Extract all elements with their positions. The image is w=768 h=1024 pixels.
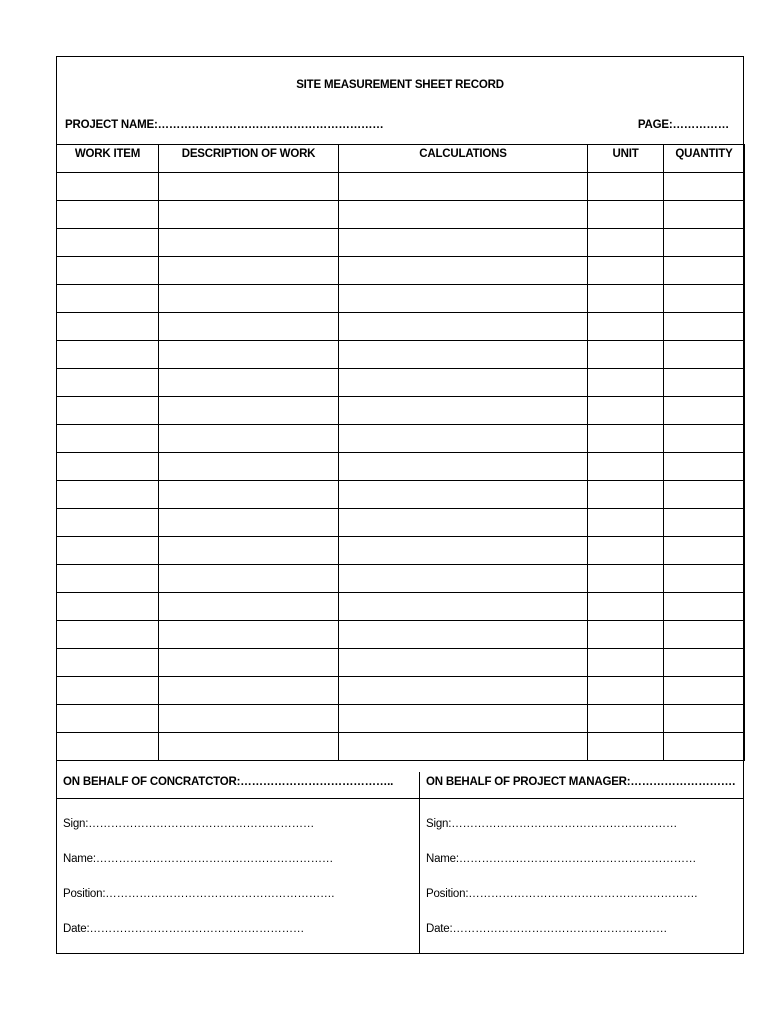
- table-cell[interactable]: [339, 341, 588, 369]
- table-row: [57, 621, 745, 649]
- table-cell[interactable]: [159, 565, 339, 593]
- project-manager-position-field: Position:…………………………………………………….: [426, 888, 698, 900]
- table-cell[interactable]: [57, 313, 159, 341]
- table-cell[interactable]: [664, 621, 745, 649]
- table-cell[interactable]: [588, 677, 664, 705]
- project-manager-signature-block: [420, 772, 743, 953]
- project-manager-heading: ON BEHALF OF PROJECT MANAGER:……………………….: [420, 772, 743, 799]
- table-row: [57, 705, 745, 733]
- table-header-row: [57, 145, 745, 173]
- table-cell[interactable]: [57, 285, 159, 313]
- table-cell[interactable]: [339, 733, 588, 761]
- table-cell[interactable]: [664, 285, 745, 313]
- table-cell[interactable]: [339, 285, 588, 313]
- table-cell[interactable]: [339, 593, 588, 621]
- table-cell[interactable]: [588, 593, 664, 621]
- table-cell[interactable]: [339, 705, 588, 733]
- table-cell[interactable]: [664, 173, 745, 201]
- table-cell[interactable]: [588, 537, 664, 565]
- table-cell[interactable]: [159, 369, 339, 397]
- table-cell[interactable]: [57, 621, 159, 649]
- table-cell[interactable]: [339, 173, 588, 201]
- column-header-quantity: QUANTITY: [664, 145, 745, 173]
- contractor-signature-block: [57, 772, 420, 953]
- project-manager-sign-field: Sign:……………………………………………………: [426, 818, 678, 830]
- table-row: [57, 677, 745, 705]
- table-cell[interactable]: [57, 257, 159, 285]
- table-cell[interactable]: [664, 565, 745, 593]
- contractor-name-field: Name:………………………………………………………: [63, 853, 334, 865]
- table-cell[interactable]: [57, 173, 159, 201]
- signature-section: [57, 772, 743, 953]
- table-cell[interactable]: [339, 677, 588, 705]
- table-cell[interactable]: [588, 313, 664, 341]
- table-cell[interactable]: [339, 257, 588, 285]
- table-cell[interactable]: [57, 649, 159, 677]
- table-cell[interactable]: [159, 621, 339, 649]
- table-cell[interactable]: [588, 509, 664, 537]
- table-cell[interactable]: [588, 481, 664, 509]
- table-cell[interactable]: [664, 425, 745, 453]
- table-cell[interactable]: [664, 397, 745, 425]
- table-cell[interactable]: [57, 565, 159, 593]
- table-cell[interactable]: [588, 341, 664, 369]
- table-cell[interactable]: [57, 733, 159, 761]
- table-cell[interactable]: [588, 425, 664, 453]
- table-cell[interactable]: [57, 425, 159, 453]
- table-cell[interactable]: [588, 173, 664, 201]
- table-cell[interactable]: [159, 537, 339, 565]
- table-cell[interactable]: [588, 201, 664, 229]
- table-row: [57, 733, 745, 761]
- table-cell[interactable]: [159, 285, 339, 313]
- table-row: [57, 397, 745, 425]
- table-cell[interactable]: [588, 369, 664, 397]
- table-row: [57, 565, 745, 593]
- table-cell[interactable]: [159, 425, 339, 453]
- table-cell[interactable]: [159, 173, 339, 201]
- table-cell[interactable]: [159, 677, 339, 705]
- table-row: [57, 229, 745, 257]
- table-row: [57, 481, 745, 509]
- table-cell[interactable]: [159, 257, 339, 285]
- column-header-description: DESCRIPTION OF WORK: [159, 145, 339, 173]
- table-row: [57, 509, 745, 537]
- project-name-field: PROJECT NAME:……………………………………………………: [65, 119, 384, 131]
- table-cell[interactable]: [588, 285, 664, 313]
- table-cell[interactable]: [57, 453, 159, 481]
- table-cell[interactable]: [664, 313, 745, 341]
- column-header-work-item: WORK ITEM: [57, 145, 159, 173]
- table-cell[interactable]: [664, 705, 745, 733]
- table-cell[interactable]: [588, 565, 664, 593]
- table-cell[interactable]: [159, 229, 339, 257]
- table-cell[interactable]: [57, 481, 159, 509]
- project-manager-name-field: Name:………………………………………………………: [426, 853, 697, 865]
- table-cell[interactable]: [664, 369, 745, 397]
- table-cell[interactable]: [588, 733, 664, 761]
- table-cell[interactable]: [159, 397, 339, 425]
- table-cell[interactable]: [588, 453, 664, 481]
- table-cell[interactable]: [339, 537, 588, 565]
- table-cell[interactable]: [159, 201, 339, 229]
- table-cell[interactable]: [339, 565, 588, 593]
- table-cell[interactable]: [57, 677, 159, 705]
- table-cell[interactable]: [159, 453, 339, 481]
- table-cell[interactable]: [664, 341, 745, 369]
- table-row: [57, 285, 745, 313]
- table-cell[interactable]: [664, 649, 745, 677]
- table-cell[interactable]: [339, 425, 588, 453]
- table-cell[interactable]: [159, 733, 339, 761]
- table-cell[interactable]: [57, 369, 159, 397]
- table-row: [57, 649, 745, 677]
- table-row: [57, 257, 745, 285]
- measurement-sheet: [56, 56, 744, 954]
- table-cell[interactable]: [664, 257, 745, 285]
- table-cell[interactable]: [57, 397, 159, 425]
- table-cell[interactable]: [57, 341, 159, 369]
- column-header-unit: UNIT: [588, 145, 664, 173]
- table-row: [57, 313, 745, 341]
- table-row: [57, 173, 745, 201]
- table-cell[interactable]: [664, 537, 745, 565]
- table-cell[interactable]: [159, 649, 339, 677]
- table-cell[interactable]: [339, 621, 588, 649]
- table-cell[interactable]: [664, 733, 745, 761]
- table-cell[interactable]: [339, 397, 588, 425]
- column-header-calculations: CALCULATIONS: [339, 145, 588, 173]
- table-cell[interactable]: [57, 229, 159, 257]
- table-row: [57, 341, 745, 369]
- table-cell[interactable]: [159, 509, 339, 537]
- table-cell[interactable]: [664, 593, 745, 621]
- table-cell[interactable]: [339, 369, 588, 397]
- table-cell[interactable]: [159, 313, 339, 341]
- project-manager-date-field: Date:…………………………………………………: [426, 923, 668, 935]
- table-cell[interactable]: [339, 453, 588, 481]
- table-cell[interactable]: [588, 705, 664, 733]
- sheet-title: SITE MEASUREMENT SHEET RECORD: [296, 79, 504, 91]
- table-cell[interactable]: [339, 481, 588, 509]
- table-cell[interactable]: [57, 537, 159, 565]
- table-cell[interactable]: [664, 453, 745, 481]
- table-cell[interactable]: [339, 509, 588, 537]
- table-cell[interactable]: [57, 201, 159, 229]
- measurement-table: [56, 144, 745, 761]
- page-number-field: PAGE:……………: [637, 119, 729, 131]
- table-cell[interactable]: [664, 201, 745, 229]
- table-cell[interactable]: [588, 621, 664, 649]
- table-cell[interactable]: [588, 397, 664, 425]
- table-row: [57, 425, 745, 453]
- table-cell[interactable]: [664, 677, 745, 705]
- table-row: [57, 537, 745, 565]
- table-row: [57, 453, 745, 481]
- table-cell[interactable]: [57, 509, 159, 537]
- table-cell[interactable]: [159, 481, 339, 509]
- table-cell[interactable]: [339, 313, 588, 341]
- contractor-sign-field: Sign:……………………………………………………: [63, 818, 315, 830]
- contractor-heading: ON BEHALF OF CONCRATCTOR:…………………………………..: [57, 772, 419, 799]
- table-cell[interactable]: [339, 649, 588, 677]
- table-cell[interactable]: [159, 705, 339, 733]
- table-cell[interactable]: [588, 257, 664, 285]
- table-row: [57, 369, 745, 397]
- table-cell[interactable]: [159, 593, 339, 621]
- table-row: [57, 593, 745, 621]
- table-cell[interactable]: [664, 509, 745, 537]
- table-cell[interactable]: [588, 649, 664, 677]
- contractor-position-field: Position:…………………………………………………….: [63, 888, 335, 900]
- table-cell[interactable]: [664, 481, 745, 509]
- contractor-date-field: Date:…………………………………………………: [63, 923, 305, 935]
- table-cell[interactable]: [57, 705, 159, 733]
- table-cell[interactable]: [588, 229, 664, 257]
- table-cell[interactable]: [339, 201, 588, 229]
- table-cell[interactable]: [159, 341, 339, 369]
- table-cell[interactable]: [57, 593, 159, 621]
- table-cell[interactable]: [664, 229, 745, 257]
- table-row: [57, 201, 745, 229]
- table-cell[interactable]: [339, 229, 588, 257]
